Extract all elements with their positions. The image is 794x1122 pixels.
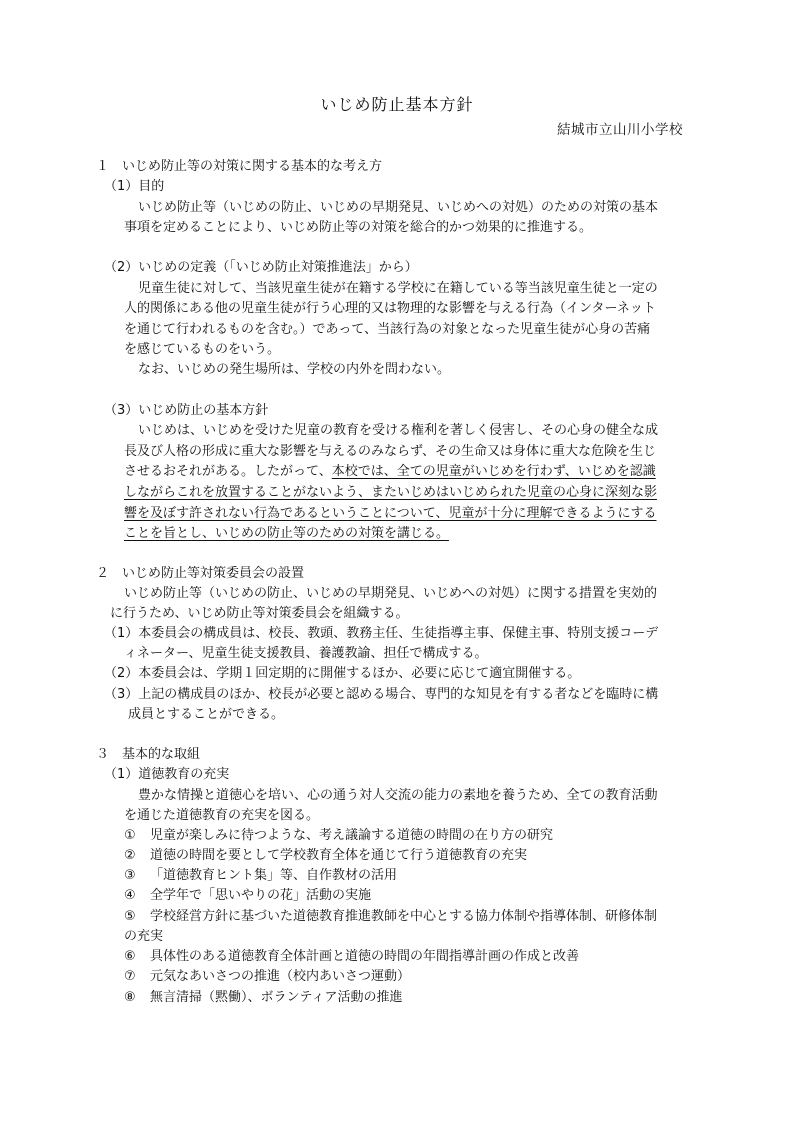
paragraph-line: を感じているものをいう。 — [124, 342, 281, 357]
item-number: ⑥ — [124, 949, 136, 964]
list-item: （2）本委員会は、学期１回定期的に開催するほか、必要に応じて適宜開催する。 — [104, 666, 581, 681]
underlined-line: ことを旨とし、いじめの防止等のための対策を講じる。 — [124, 526, 450, 541]
item-text: 具体性のある道徳教育全体計画と道徳の時間の年間指導計画の作成と改善 — [150, 949, 580, 964]
paragraph-text: させるおそれがある。したがって、 — [124, 464, 332, 479]
underlined-line: 響を及ぼす許されない行為であるということについて、児童が十分に理解できるようにする — [124, 506, 657, 521]
item-number: ⑤ — [124, 909, 136, 924]
school-name: 結城市立山川小学校 — [557, 122, 683, 138]
item-text: 児童が楽しみに待つような、考え議論する道徳の時間の在り方の研究 — [150, 828, 554, 843]
document-title: いじめ防止基本方針 — [320, 95, 474, 114]
paragraph-line: 事項を定めることにより、いじめ防止等の対策を総合的かつ効果的に推進する。 — [124, 220, 593, 235]
section-2-heading: ２ いじめ防止等対策委員会の設置 — [96, 566, 305, 581]
numbered-item — [124, 947, 579, 967]
underlined-line: しながらこれを放置することがないよう、またいじめはいじめられた児童の心身に深刻な影 — [124, 485, 658, 500]
paragraph-line: 長及び人格の形成に重大な影響を与えるのみならず、その生命又は身体に重大な危険を生じ — [124, 444, 656, 459]
paragraph-line: 児童生徒に対して、当該児童生徒が在籍する学校に在籍している等当該児童生徒と一定の — [138, 281, 658, 296]
numbered-item — [124, 846, 527, 866]
numbered-item — [124, 866, 397, 886]
paragraph-line: を通じて行われるものを含む。）であって、当該行為の対象となった児童生徒が心身の苦痛 — [124, 322, 651, 337]
item-text: 道徳の時間を要として学校教育全体を通じて行う道徳教育の充実 — [150, 848, 528, 863]
item-number: ① — [124, 828, 136, 843]
paragraph-line: 人的関係にある他の児童生徒が行う心理的又は物理的な影響を与える行為（インターネット — [124, 301, 656, 316]
paragraph-line: なお、いじめの発生場所は、学校の内外を問わない。 — [138, 362, 451, 377]
paragraph-line — [124, 462, 656, 482]
section-3-heading: ３ 基本的な取組 — [96, 747, 201, 762]
paragraph-line: 豊かな情操と道徳心を培い、心の通う対人交流の能力の素地を養うため、全ての教育活動 — [138, 788, 658, 803]
numbered-item-continuation — [124, 927, 163, 947]
item-text: 元気なあいさつの推進（校内あいさつ運動） — [150, 969, 411, 984]
item-number: ② — [124, 848, 136, 863]
item-number: ⑦ — [124, 969, 136, 984]
paragraph-line: いじめ防止等（いじめの防止、いじめの早期発見、いじめへの対処）に関する措置を実効的 — [124, 586, 658, 601]
item-number: ③ — [124, 868, 136, 883]
section-1-1-heading: （1）目的 — [104, 179, 165, 194]
numbered-item — [124, 886, 371, 906]
paragraph-line: を通じた道徳教育の充実を図る。 — [124, 808, 320, 823]
list-item-continuation: ィネーター、児童生徒支援教員、養護教諭、担任で構成する。 — [124, 646, 488, 661]
item-number: ⑧ — [124, 990, 136, 1005]
item-text: の充実 — [124, 929, 164, 944]
list-item: （3）上記の構成員のほか、校長が必要と認める場合、専門的な知見を有する者などを臨時に構 — [104, 687, 659, 702]
item-text: 学校経営方針に基づいた道徳教育推進教師を中心とする協力体制や指導体制、研修体制 — [150, 909, 658, 924]
section-3-1-heading: （1）道徳教育の充実 — [104, 767, 230, 782]
paragraph-line: に行うため、いじめ防止等対策委員会を組織する。 — [110, 606, 409, 621]
item-number: ④ — [124, 888, 136, 903]
item-text: 無言清掃（黙働）、ボランティア活動の推進 — [150, 990, 403, 1005]
paragraph-line: いじめは、いじめを受けた児童の教育を受ける権利を著しく侵害し、その心身の健全な成 — [138, 423, 659, 438]
section-1-2-heading: （2）いじめの定義（「いじめ防止対策推進法」から） — [104, 260, 418, 275]
list-item-continuation: 成員とすることができる。 — [128, 707, 285, 722]
paragraph-line: いじめ防止等（いじめの防止、いじめの早期発見、いじめへの対処）のための対策の基本 — [138, 200, 659, 215]
numbered-item — [124, 826, 553, 846]
item-text: 「道徳教育ヒント集」等、自作教材の活用 — [150, 868, 398, 883]
numbered-item — [124, 988, 402, 1008]
numbered-item — [124, 967, 410, 987]
section-1-3-heading: （3）いじめ防止の基本方針 — [104, 403, 269, 418]
section-1-heading: １ いじめ防止等の対策に関する基本的な考え方 — [96, 159, 383, 174]
item-text: 全学年で「思いやりの花」活動の実施 — [150, 888, 372, 903]
numbered-item — [124, 907, 657, 927]
underlined-text: 本校では、全ての児童がいじめを行わず、いじめを認識 — [331, 464, 656, 479]
list-item: （1）本委員会の構成員は、校長、教頭、教務主任、生徒指導主事、保健主事、特別支援コーデ — [104, 626, 659, 641]
